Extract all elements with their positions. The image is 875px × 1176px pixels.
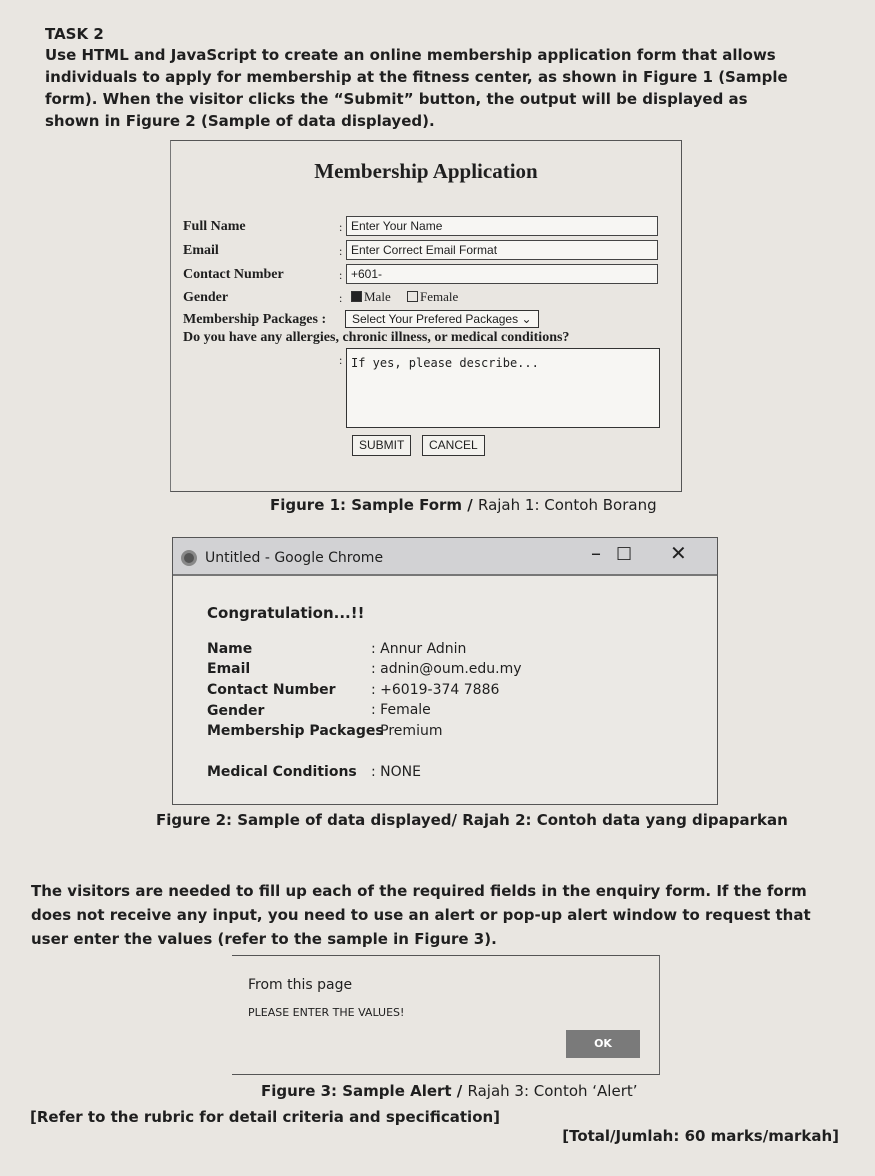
window-title: Untitled - Google Chrome: [205, 550, 384, 566]
figure1-sample-form: [170, 140, 682, 492]
chrome-icon: [181, 550, 197, 566]
output-value: : Annur Adnin: [371, 641, 467, 657]
email-input[interactable]: Enter Correct Email Format: [346, 240, 658, 260]
figure3-sample-alert: [232, 955, 660, 1075]
instruction-paragraph: The visitors are needed to fill up each of the required fields in the enquiry form. If the form does not receive any input, you need to use an alert or pop-up alert window to request that user enter the values (refer to the sample in Figure 3).: [31, 882, 811, 948]
contact-label: Contact Number: [183, 267, 284, 282]
rubric-note: [Refer to the rubric for detail criteria and specification]: [30, 1108, 501, 1126]
minimize-icon[interactable]: –: [591, 541, 601, 565]
alert-message: PLEASE ENTER THE VALUES!: [248, 1006, 405, 1019]
close-icon[interactable]: ✕: [670, 541, 687, 565]
submit-button[interactable]: SUBMIT: [352, 435, 411, 456]
form-title: Membership Application: [314, 159, 538, 183]
alert-ok-button[interactable]: OK: [566, 1030, 640, 1058]
figure2-caption: Figure 2: Sample of data displayed/ Rajah 2: Contoh data yang dipaparkan: [156, 811, 788, 829]
allergies-textarea[interactable]: If yes, please describe...: [346, 348, 660, 428]
output-label: Email: [207, 661, 251, 677]
output-label: Name: [207, 641, 253, 657]
colon: :: [339, 220, 343, 234]
total-marks: [Total/Jumlah: 60 marks/markah]: [562, 1127, 839, 1145]
gender-female-option[interactable]: Female: [407, 289, 458, 305]
figure2-output-window: [172, 537, 718, 805]
output-value: : +6019-374 7886: [371, 682, 500, 698]
chevron-down-icon: ⌄: [521, 312, 532, 326]
checkbox-empty-icon: [407, 291, 418, 302]
output-value: : Premium: [371, 723, 443, 739]
colon: :: [339, 291, 343, 305]
colon: :: [339, 268, 343, 282]
colon: :: [339, 353, 343, 367]
cancel-button[interactable]: CANCEL: [422, 435, 485, 456]
colon: :: [339, 244, 343, 258]
output-label: Gender: [207, 703, 265, 719]
full-name-input[interactable]: Enter Your Name: [346, 216, 658, 236]
output-label: Medical Conditions: [207, 764, 357, 780]
email-label: Email: [183, 243, 219, 258]
congrats-heading: Congratulation...!!: [207, 604, 365, 622]
window-titlebar: [173, 538, 717, 576]
contact-input[interactable]: +601-: [346, 264, 658, 284]
output-label: Membership Packages: [207, 723, 384, 739]
checkbox-checked-icon: [351, 291, 362, 302]
figure3-caption: Figure 3: Sample Alert / Rajah 3: Contoh ‘Alert’: [261, 1082, 638, 1100]
packages-select[interactable]: Select Your Prefered Packages ⌄: [345, 310, 539, 328]
gender-male-option[interactable]: Male: [351, 289, 391, 305]
task-title: TASK 2: [45, 25, 104, 43]
output-value: : adnin@oum.edu.my: [371, 661, 522, 677]
packages-label: Membership Packages :: [183, 312, 327, 327]
full-name-label: Full Name: [183, 219, 246, 234]
intro-paragraph: Use HTML and JavaScript to create an online membership application form that allows individuals to apply for membership at the fitness center, as shown in Figure 1 (Sample form). When the visitor clicks the “Submit” button, the output will be displayed as shown in Figure 2 (Sample of data displayed).: [45, 46, 788, 130]
gender-label: Gender: [183, 290, 229, 305]
allergies-question: Do you have any allergies, chronic illness, or medical conditions?: [183, 330, 570, 345]
output-label: Contact Number: [207, 682, 336, 698]
alert-source: From this page: [248, 977, 353, 993]
output-value: : NONE: [371, 764, 421, 780]
maximize-icon[interactable]: □: [616, 543, 633, 563]
figure1-caption: Figure 1: Sample Form / Rajah 1: Contoh Borang: [270, 496, 657, 514]
output-value: : Female: [371, 702, 431, 718]
